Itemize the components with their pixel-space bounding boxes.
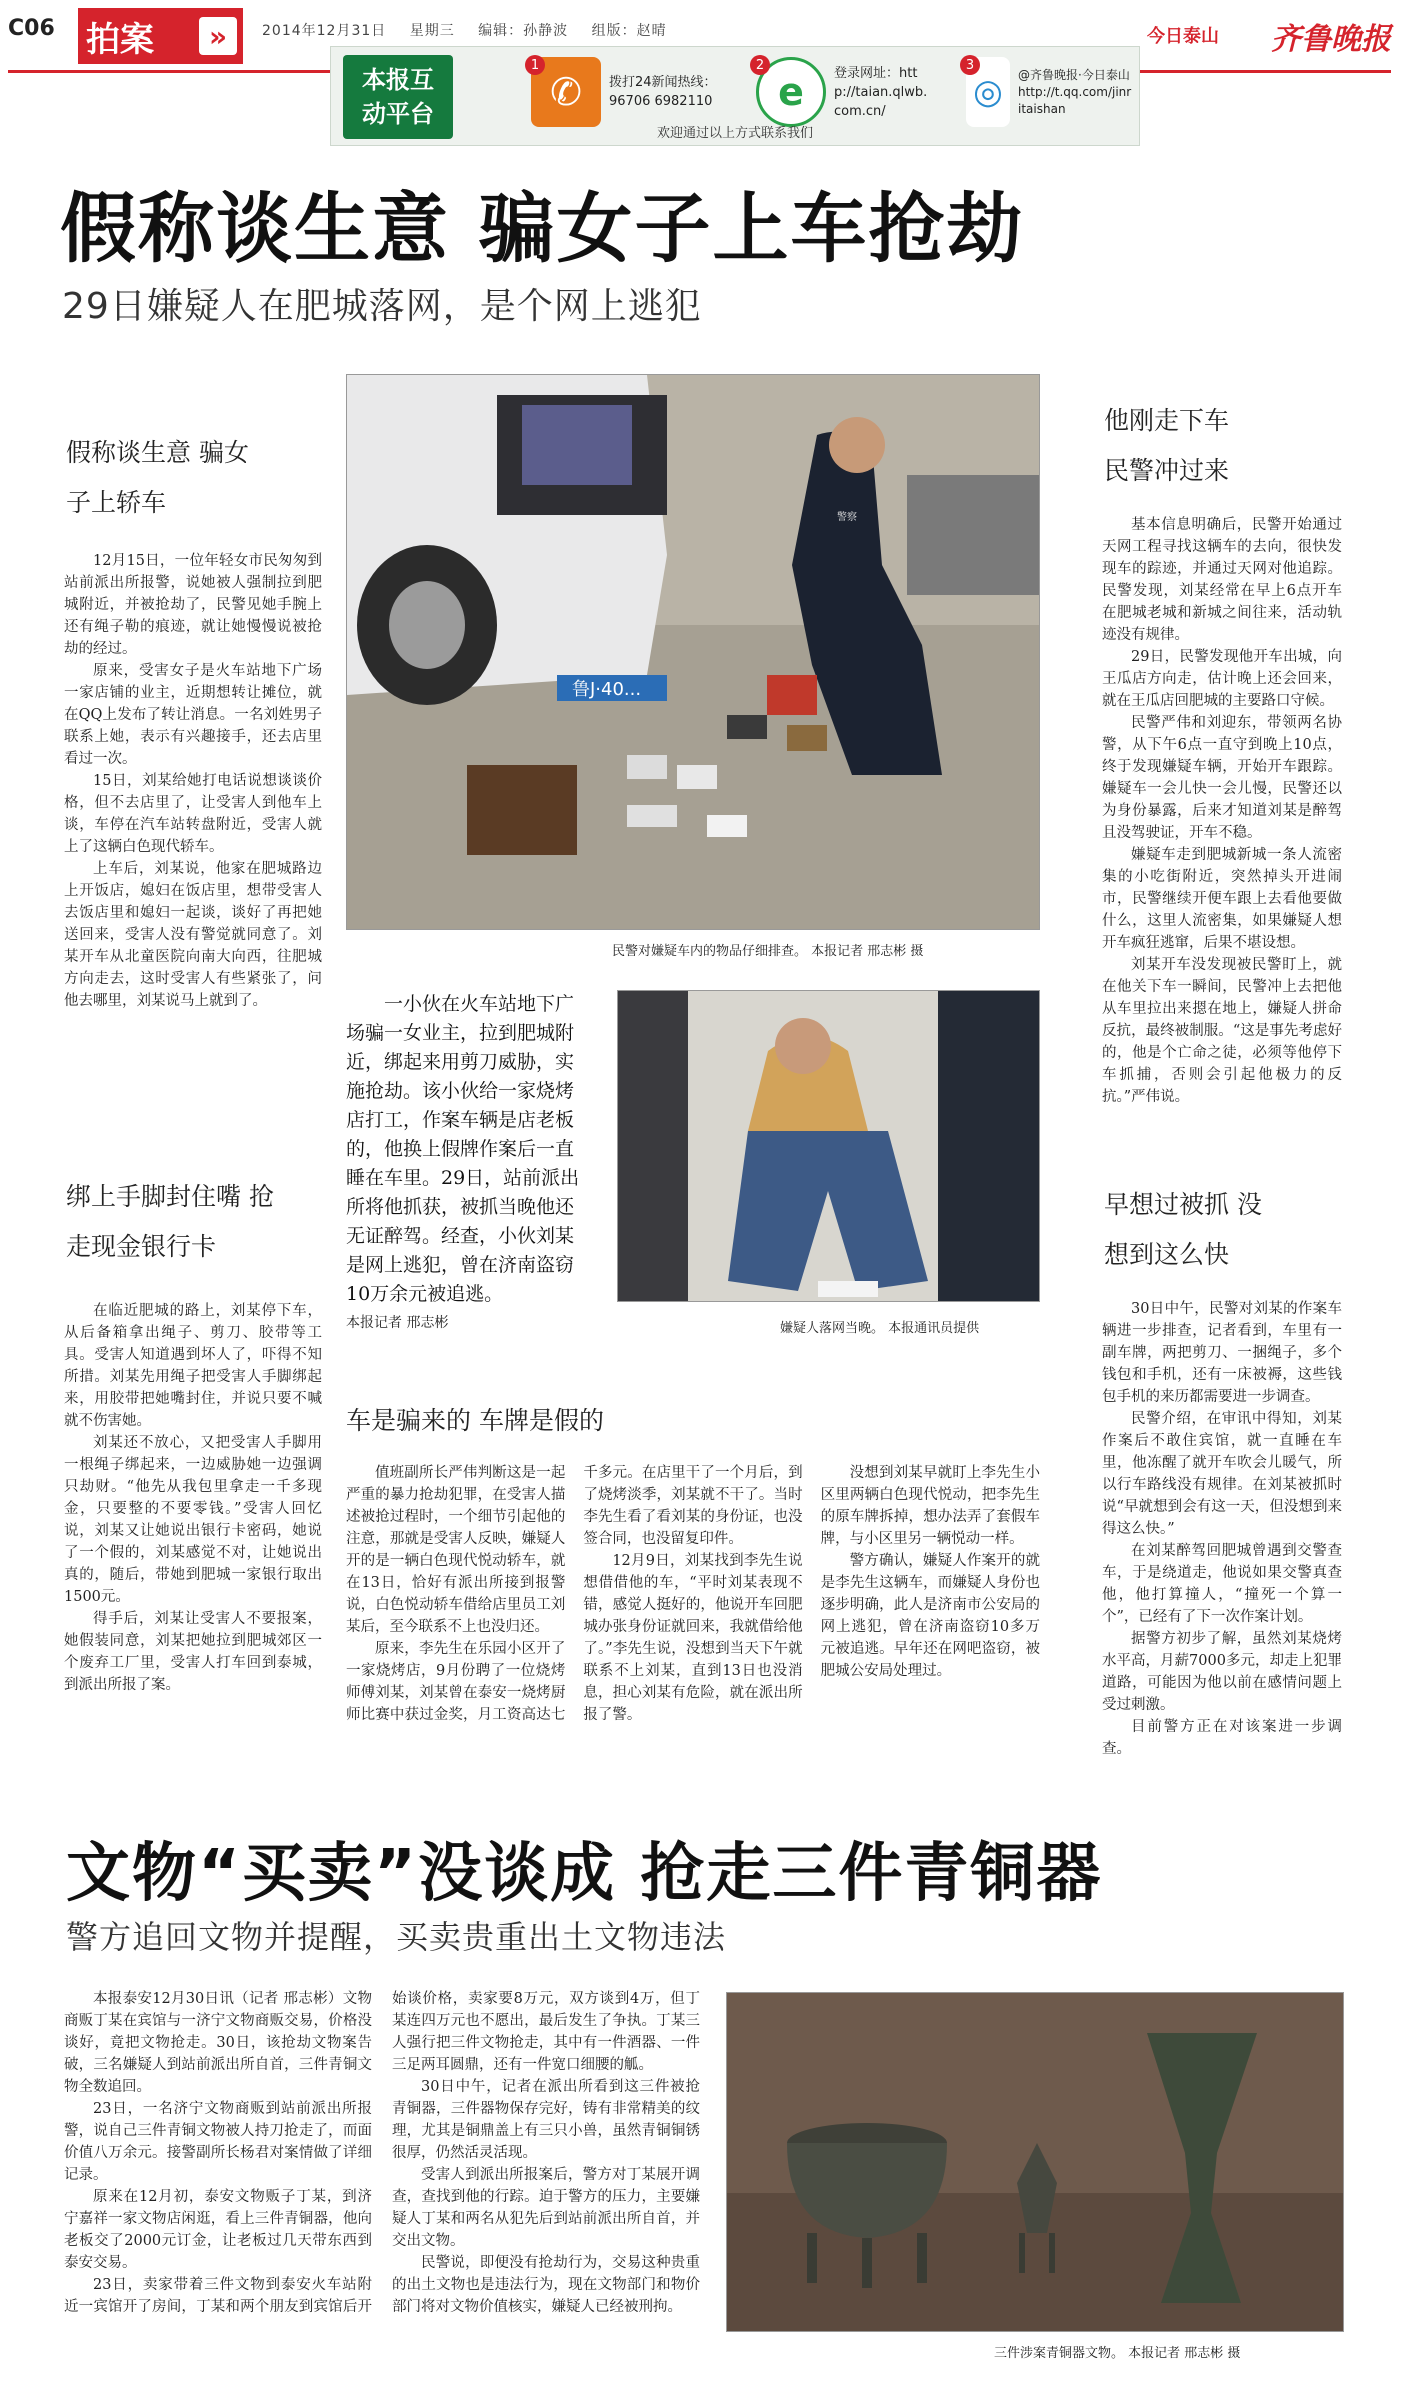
editor-credit: 编辑：孙静波 (478, 23, 569, 39)
paragraph: 值班副所长严伟判断这是一起严重的暴力抢劫犯罪，在受害人描述被抢过程时，一个细节引起他的注意，那就是受害人反映，嫌疑人开的是一辆白色现代悦动轿车，就在13日，恰好有派出所接到报警说，白色悦动轿车借给店里员工刘某后，至今联系不上也没归还。 (346, 1465, 566, 1635)
suspect-photo-image (618, 991, 1040, 1302)
interaction-panel (330, 46, 1140, 146)
section-title-1-text: 假称谈生意 骗女子上轿车 (66, 438, 249, 517)
lead-paragraph: 一小伙在火车站地下广场骗一女业主，拉到肥城附近，绑起来用剪刀威胁，实施抢劫。该小伙给一家烧烤店打工，作案车辆是店老板的，他换上假牌作案后一直睡在车里。29日，站前派出所将他抓获，被抓当晚他还无证醉驾。经查，小伙刘某是网上逃犯，曾在济南盗窃10万余元被追逃。 (346, 993, 580, 1305)
section-title-4-text: 他刚走下车 民警冲过来 (1104, 406, 1230, 485)
evidence-photo (346, 374, 1040, 930)
weibo-icon: ◎ (966, 57, 1010, 127)
section-tag[interactable] (78, 8, 243, 64)
interaction-panel-footer: 欢迎通过以上方式联系我们 (656, 126, 813, 141)
section-4-body (1102, 514, 1342, 1132)
slot-number: 2 (750, 55, 770, 75)
paragraph: 30日中午，民警对刘某的作案车辆进一步排查，记者看到，车里有一副车牌，两把剪刀、一捆绳子，多个钱包和手机，还有一床被褥，这些钱包手机的来历都需要进一步调查。 (1102, 1301, 1342, 1405)
evidence-photo-caption: 民警对嫌疑车内的物品仔细排查。 本报记者 邢志彬 摄 (612, 944, 924, 959)
story1-lead (346, 990, 590, 1305)
paragraph: 没想到刘某早就盯上李先生小区里两辆白色现代悦动，把李先生的原车牌拆掉，想办法弄了套假车牌，与小区里另一辆悦动一样。 (820, 1465, 1040, 1547)
paragraph: 民警严伟和刘迎东，带领两名协警，从下午6点一直守到晚上10点，终于发现嫌疑车辆，开始开车跟踪。嫌疑车一会儿快一会儿慢，民警还以为身份暴露，后来才知道刘某是醉驾且没驾驶证，开车不稳。 (1102, 715, 1342, 841)
paragraph: 12月15日，一位年轻女市民匆匆到站前派出所报警，说她被人强制拉到肥城附近，并被抢劫了，民警见她手腕上还有绳子勒的痕迹，就让她慢慢说被抢劫的经过。 (64, 553, 322, 657)
paragraph: 在刘某醉驾回肥城曾遇到交警查车，于是绕道走，他说如果交警真查他，他打算撞人，“撞死一个算一个”，已经有了下一次作案计划。 (1102, 1543, 1342, 1625)
paragraph: 目前警方正在对该案进一步调查。 (1102, 1719, 1342, 1757)
website-slot[interactable] (756, 55, 946, 129)
paragraph: 原来，李先生在乐园小区开了一家烧烤店，9月份聘了一位烧烤师傅刘某，刘某曾在泰安一烧烤厨师比赛中获过金奖，月工资高达七千多元。在店里干了一个月后，到了烧烤淡季，刘某就不干了。当时李先生看了看刘某的身份证，也没签合同，也没留复印件。 (346, 1465, 803, 1723)
section-title-2 (66, 1172, 326, 1272)
section-title-5-text: 早想过被抓 没想到这么快 (1104, 1190, 1262, 1269)
paragraph: 12月9日，刘某找到李先生说想借借他的车，“平时刘某表现不错，感觉人挺好的，他说开车回肥城办张身份证就回来，我就借给他了。”李先生说，没想到当天下午就联系不上刘某，直到13日也没消息，担心刘某有危险，就在派出所报了警。 (583, 1553, 803, 1723)
paragraph: 得手后，刘某让受害人不要报案，她假装同意，刘某把她拉到肥城郊区一个废弃工厂里，受害人打车回到泰城，到派出所报了案。 (64, 1611, 322, 1693)
section-title-2-text: 绑上手脚封住嘴 抢走现金银行卡 (66, 1182, 274, 1261)
phone-icon: ✆ (531, 57, 601, 127)
newspaper-logo: 齐鲁晚报 (1271, 22, 1391, 57)
paragraph: 原来，受害女子是火车站地下广场一家店铺的业主，近期想转让摊位，就在QQ上发布了转让消息。一名刘姓男子联系上她，表示有兴趣接手，还去店里看过一次。 (64, 663, 322, 767)
section-5-body (1102, 1298, 1342, 1792)
paragraph: 23日，卖家带着三件文物到泰安火车站附近一宾馆开了房间，丁某和两个朋友到宾馆后开始谈价格，卖家要8万元，双方谈到4万，但丁某连四万元也不愿出，最后发生了争执。丁某三人强行把三件文物抢走，其中有一件酒器、一件三足两耳圆鼎，还有一件宽口细腰的觚。 (64, 1991, 700, 2315)
paragraph: 30日中午，记者在派出所看到这三件被抢青铜器，三件器物保存完好，铸有非常精美的纹理，尤其是铜鼎盖上有三只小兽，虽然青铜铜锈很厚，仍然活灵活现。 (392, 2079, 700, 2161)
bronze-artifacts-photo (726, 1992, 1344, 2332)
paragraph: 23日，一名济宁文物商贩到站前派出所报警，说自己三件青铜文物被人持刀抢走了，而面价值八万余元。接警副所长杨君对案情做了详细记录。 (64, 2101, 372, 2183)
page-number: C06 (8, 16, 55, 41)
bronze-photo-caption: 三件涉案青铜器文物。 本报记者 邢志彬 摄 (994, 2346, 1241, 2361)
slot-number: 3 (960, 55, 980, 75)
story2-body (64, 1988, 700, 2368)
section-title-5 (1104, 1180, 1354, 1280)
license-plate-text: 鲁J·40... (572, 679, 642, 700)
hotline-slot[interactable] (531, 55, 731, 129)
layout-credit: 组版：赵晴 (591, 23, 667, 39)
section-3-body (346, 1462, 1040, 1792)
section-1-body (64, 550, 322, 1155)
story1-headline: 假称谈生意 骗女子上车抢劫 (60, 184, 1025, 273)
paragraph: 在临近肥城的路上，刘某停下车，从后备箱拿出绳子、剪刀、胶带等工具。受害人知道遇到坏人了，吓得不知所措。刘某先用绳子把受害人手脚绑起来，用胶带把她嘴封住，并说只要不喊就不伤害她。 (64, 1303, 322, 1429)
story2-headline: 文物“买卖”没谈成 抢走三件青铜器 (66, 1837, 1103, 1911)
section-title-1 (66, 428, 326, 528)
paragraph: 本报泰安12月30日讯（记者 邢志彬）文物商贩丁某在宾馆与一济宁文物商贩交易，价格没谈好，竟把文物抢走。30日，该抢劫文物案告破，三名嫌疑人到站前派出所自首，三件青铜文物全数追回。 (64, 1991, 372, 2095)
paragraph: 嫌疑车走到肥城新城一条人流密集的小吃街附近，突然掉头开进闹市，民警继续开便车跟上去看他要做什么，这里人流密集，如果嫌疑人想开车疯狂逃窜，后果不堪设想。 (1102, 847, 1342, 951)
browser-icon: e (756, 57, 826, 127)
suspect-photo-caption: 嫌疑人落网当晚。 本报通讯员提供 (780, 1321, 980, 1336)
story1-byline: 本报记者 邢志彬 (346, 1315, 449, 1331)
section-title-4 (1104, 396, 1354, 496)
weibo-text: @齐鲁晚报·今日泰山 http://t.qq.com/jinritaishan (1018, 67, 1132, 116)
police-badge-text: 警察 (837, 512, 857, 523)
suspect-photo (617, 990, 1040, 1302)
paragraph: 警方确认，嫌疑人作案开的就是李先生这辆车，而嫌疑人身份也逐步明确，此人是济南市公安局的网上逃犯，曾在济南盗窃10多万元被追逃。早年还在网吧盗窃，被肥城公安局处理过。 (820, 1553, 1040, 1679)
paragraph: 上车后，刘某说，他家在肥城路边上开饭店，媳妇在饭店里，想带受害人去饭店里和媳妇一起谈，谈好了再把她送回来，受害人没有警觉就同意了。刘某开车从北童医院向南大向西，往肥城方向走去，这时受害人有些紧张了，问他去哪里，刘某说马上就到了。 (64, 861, 322, 1009)
hotline-text: 拨打24新闻热线：96706 6982110 (609, 75, 717, 109)
paragraph: 刘某还不放心，又把受害人手脚用一根绳子绑起来，一边威胁她一边强调只劫财。“他先从我包里拿走一千多现金，只要整的不要零钱。”受害人回忆说，刘某又让她说出银行卡密码，她说了一个假的，刘某感觉不对，让她说出真的，随后，带她到肥城一家银行取出1500元。 (64, 1435, 322, 1605)
interaction-panel-label-text: 本报互动平台 (362, 66, 434, 128)
paragraph: 据警方初步了解，虽然刘某烧烤水平高，月薪7000多元，却走上犯罪道路，可能因为他以前在感情问题上受过刺激。 (1102, 1631, 1342, 1713)
edition-name: 今日泰山 (1147, 26, 1219, 47)
paragraph: 29日，民警发现他开车出城，向王瓜店方向走，估计晚上还会回来，就在王瓜店回肥城的主要路口守候。 (1102, 649, 1342, 709)
double-chevron-icon: » (199, 17, 237, 55)
evidence-photo-image (347, 375, 1040, 930)
paragraph: 受害人到派出所报案后，警方对丁某展开调查，查找到他的行踪。迫于警方的压力，主要嫌疑人丁某和两名从犯先后到站前派出所自首，并交出文物。 (392, 2167, 700, 2249)
story2-subhead: 警方追回文物并提醒，买卖贵重出土文物违法 (66, 1918, 727, 1956)
slot-number: 1 (525, 55, 545, 75)
paragraph: 刘某开车没发现被民警盯上，就在他关下车一瞬间，民警冲上去把他从车里拉出来摁在地上，嫌疑人拼命反抗，最终被制服。“这是事先考虑好的，他是个亡命之徒，必须等他停下车抓捕，否则会引起他极力的反抗。”严伟说。 (1102, 957, 1342, 1105)
weibo-slot[interactable] (966, 55, 1136, 129)
paragraph: 基本信息明确后，民警开始通过天网工程寻找这辆车的去向，很快发现车的踪迹，并通过天网对他追踪。民警发现，刘某经常在早上6点开车在肥城老城和新城之间往来，活动轨迹没有规律。 (1102, 517, 1342, 643)
bronze-artifacts-image (727, 1993, 1344, 2332)
website-text: 登录网址：http://taian.qlwb.com.cn/ (834, 65, 928, 119)
paragraph: 民警介绍，在审讯中得知，刘某作案后不敢住宾馆，就一直睡在车里，他冻醒了就开车吹会儿暖气，所以行车路线没有规律。在刘某被抓时说“早就想到会有这一天，但没想到来得这么快。” (1102, 1411, 1342, 1537)
paragraph: 民警说，即便没有抢劫行为，交易这种贵重的出土文物也是违法行为，现在文物部门和物价部门将对文物价值核实，嫌疑人已经被刑拘。 (392, 2255, 700, 2315)
story1-subhead: 29日嫌疑人在肥城落网，是个网上逃犯 (62, 286, 702, 327)
issue-weekday: 星期三 (409, 23, 455, 39)
section-2-body (64, 1300, 322, 1788)
header-meta (262, 20, 685, 40)
section-title-3: 车是骗来的 车牌是假的 (346, 1406, 604, 1435)
paragraph: 15日，刘某给她打电话说想谈谈价格，但不去店里了，让受害人到他车上谈，车停在汽车站转盘附近，受害人就上了这辆白色现代轿车。 (64, 773, 322, 855)
issue-date: 2014年12月31日 (262, 23, 387, 39)
paragraph: 原来在12月初，泰安文物贩子丁某，到济宁嘉祥一家文物店闲逛，看上三件青铜器，他向老板交了2000元订金，让老板过几天带东西到泰安交易。 (64, 2189, 372, 2271)
section-label: 拍案 (86, 19, 154, 60)
